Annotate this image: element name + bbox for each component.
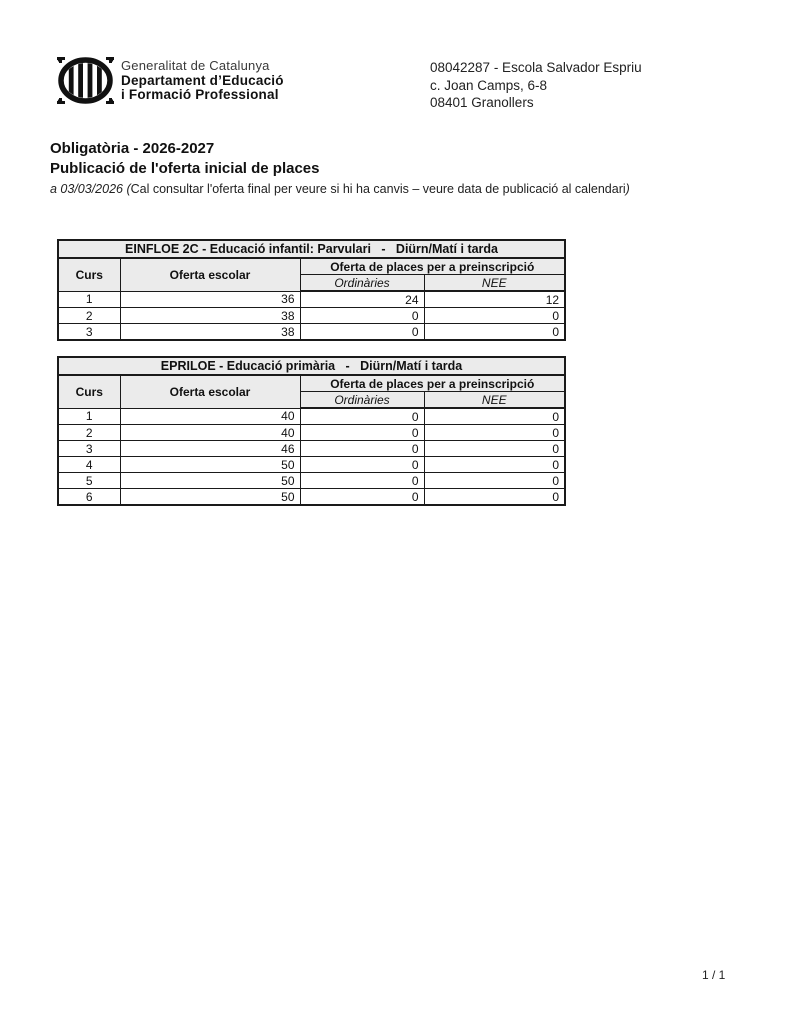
nee-cell: 0 xyxy=(424,489,565,506)
nee-cell: 0 xyxy=(424,457,565,473)
offer-table-eprioe-wrap xyxy=(57,356,566,506)
col-header-nee: NEE xyxy=(424,392,565,409)
oferta-escolar-cell: 50 xyxy=(120,457,300,473)
oferta-escolar-cell: 40 xyxy=(120,425,300,441)
curs-cell: 6 xyxy=(58,489,120,506)
oferta-escolar-cell: 50 xyxy=(120,489,300,506)
nee-cell: 0 xyxy=(424,324,565,341)
nee-cell: 0 xyxy=(424,425,565,441)
brand-text xyxy=(121,57,284,104)
curs-cell: 2 xyxy=(58,308,120,324)
curs-cell: 1 xyxy=(58,408,120,425)
oferta-escolar-cell: 36 xyxy=(120,291,300,308)
ordinaries-cell: 0 xyxy=(300,441,424,457)
brand-line-1: Generalitat de Catalunya xyxy=(121,58,270,73)
curs-cell: 4 xyxy=(58,457,120,473)
school-street: c. Joan Camps, 6-8 xyxy=(430,77,548,93)
nee-cell: 12 xyxy=(424,291,565,308)
curs-cell: 5 xyxy=(58,473,120,489)
ordinaries-cell: 0 xyxy=(300,425,424,441)
ordinaries-cell: 0 xyxy=(300,408,424,425)
school-code-name: 08042287 - Escola Salvador Espriu xyxy=(430,60,642,75)
table-row xyxy=(58,425,565,441)
table-row xyxy=(58,408,565,425)
col-header-preinscripcio: Oferta de places per a preinscripció xyxy=(300,258,565,275)
offer-table-einfloe-wrap xyxy=(57,239,566,341)
col-header-ordinaries: Ordinàries xyxy=(300,275,424,292)
header-brand xyxy=(57,57,284,104)
ordinaries-cell: 0 xyxy=(300,457,424,473)
nee-cell: 0 xyxy=(424,441,565,457)
brand-line-3: i Formació Professional xyxy=(121,87,279,102)
doc-note-body: Cal consultar l'oferta final per veure si hi ha canvis – veure data de publicació al calendari xyxy=(130,182,626,196)
nee-cell: 0 xyxy=(424,408,565,425)
table-row xyxy=(58,441,565,457)
table-header-row xyxy=(58,258,565,275)
curs-cell: 2 xyxy=(58,425,120,441)
ordinaries-cell: 24 xyxy=(300,291,424,308)
ordinaries-cell: 0 xyxy=(300,308,424,324)
curs-cell: 1 xyxy=(58,291,120,308)
school-address xyxy=(430,59,642,112)
col-header-curs: Curs xyxy=(58,258,120,291)
table-title-row xyxy=(58,357,565,375)
oferta-escolar-cell: 38 xyxy=(120,308,300,324)
col-header-preinscripcio: Oferta de places per a preinscripció xyxy=(300,375,565,392)
table-header-row xyxy=(58,375,565,392)
table-row xyxy=(58,473,565,489)
table-row xyxy=(58,308,565,324)
brand-line-2: Departament d’Educació xyxy=(121,72,284,88)
curs-cell: 3 xyxy=(58,441,120,457)
doc-note xyxy=(50,182,750,196)
doc-note-close: ) xyxy=(625,182,630,196)
ordinaries-cell: 0 xyxy=(300,489,424,506)
school-city: 08401 Granollers xyxy=(430,95,534,110)
col-header-ordinaries: Ordinàries xyxy=(300,392,424,409)
generalitat-logo-icon xyxy=(57,57,114,104)
nee-cell: 0 xyxy=(424,473,565,489)
doc-title-line-2: Publicació de l'oferta inicial de places xyxy=(50,159,320,177)
offer-table-eprioe xyxy=(57,356,566,506)
col-header-nee: NEE xyxy=(424,275,565,292)
page-number: 1 / 1 xyxy=(702,968,726,982)
ordinaries-cell: 0 xyxy=(300,473,424,489)
col-header-oferta-escolar: Oferta escolar xyxy=(120,258,300,291)
doc-title-line-1: Obligatòria - 2026-2027 xyxy=(50,140,215,157)
doc-note-date: a 03/03/2026 ( xyxy=(50,182,131,196)
table-title: EINFLOE 2C - Educació infantil: Parvulari - Diürn/Matí i tarda xyxy=(58,240,565,258)
table-row xyxy=(58,457,565,473)
table-title: EPRILOE - Educació primària - Diürn/Matí i tarda xyxy=(58,357,565,375)
col-header-oferta-escolar: Oferta escolar xyxy=(120,375,300,408)
offer-table-einfloe xyxy=(57,239,566,341)
curs-cell: 3 xyxy=(58,324,120,341)
table-title-row xyxy=(58,240,565,258)
table-row xyxy=(58,489,565,506)
title-block xyxy=(50,139,750,196)
table-row xyxy=(58,324,565,341)
oferta-escolar-cell: 38 xyxy=(120,324,300,341)
table-row xyxy=(58,291,565,308)
nee-cell: 0 xyxy=(424,308,565,324)
oferta-escolar-cell: 50 xyxy=(120,473,300,489)
oferta-escolar-cell: 40 xyxy=(120,408,300,425)
col-header-curs: Curs xyxy=(58,375,120,408)
ordinaries-cell: 0 xyxy=(300,324,424,341)
oferta-escolar-cell: 46 xyxy=(120,441,300,457)
